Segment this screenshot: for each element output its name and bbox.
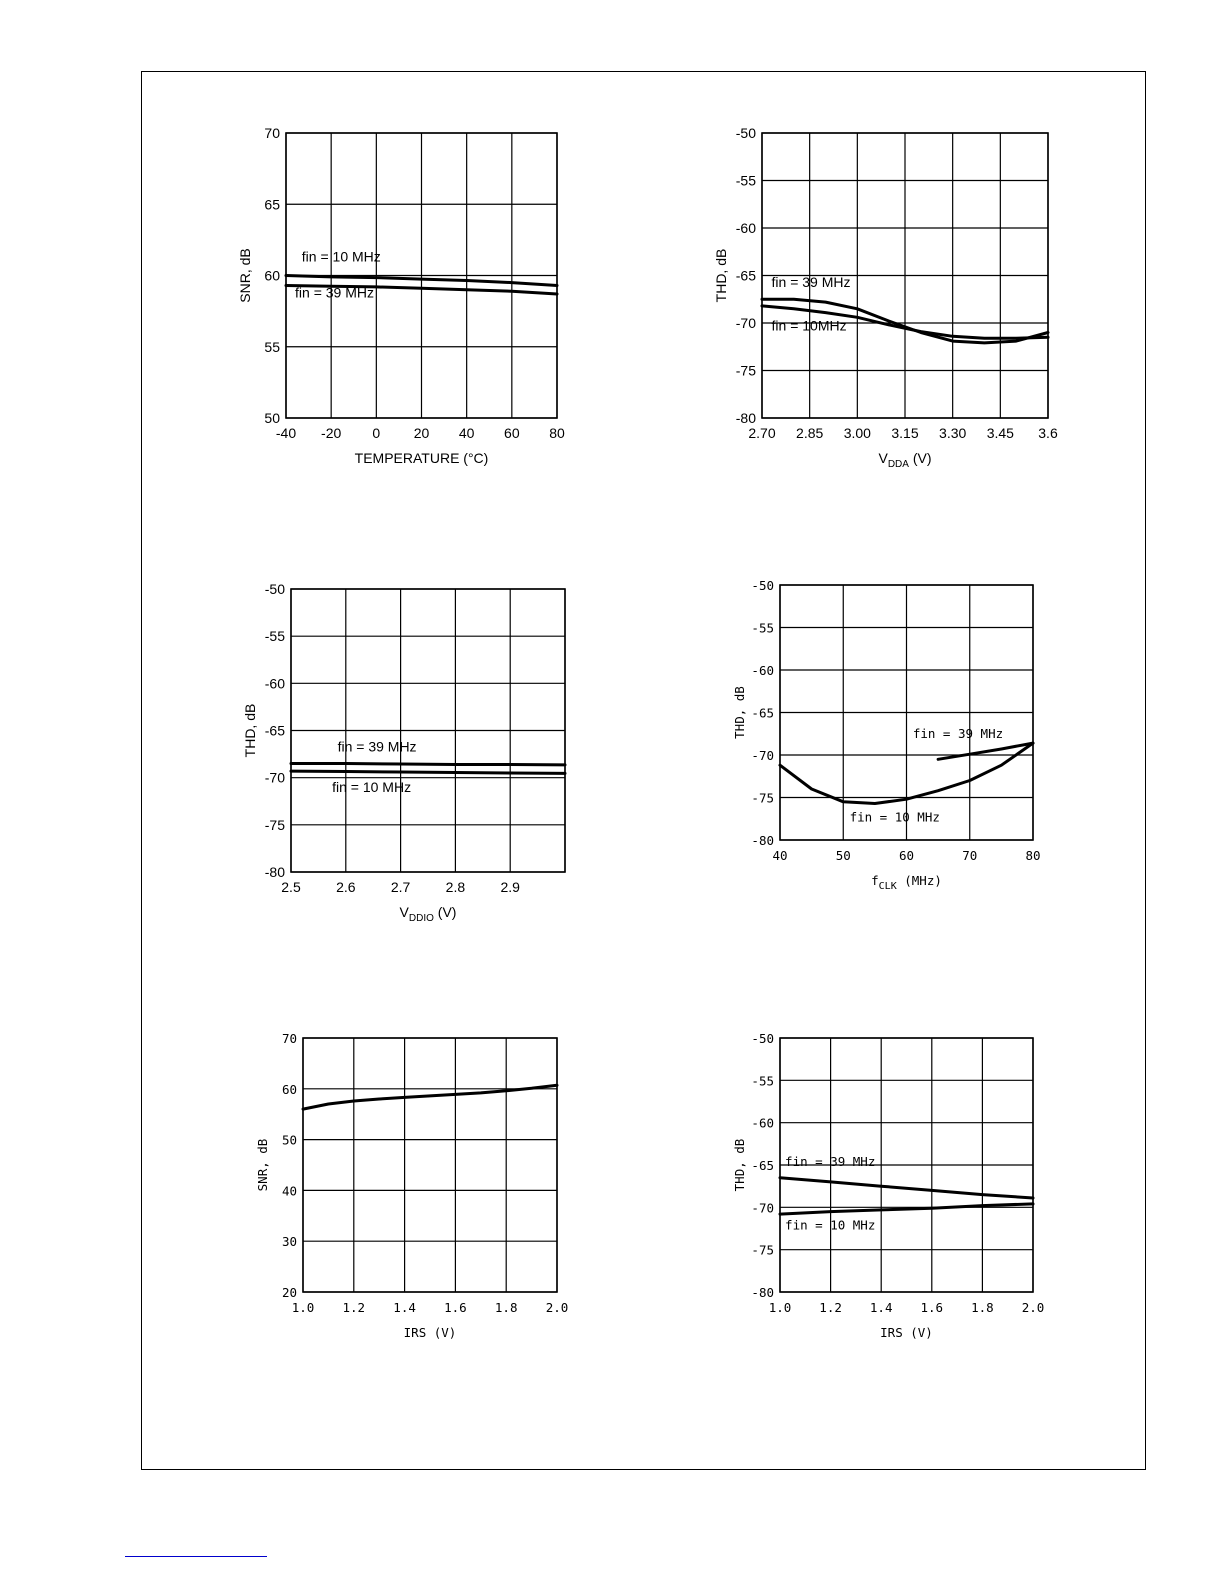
x-tick-label: 2.9: [500, 879, 520, 895]
series-line: [780, 1204, 1033, 1214]
x-tick-label: 3.6: [1038, 425, 1058, 441]
x-tick-label: 1.0: [291, 1300, 315, 1315]
x-axis-label: $V_{DDA}$ (V): [878, 450, 932, 470]
y-axis-label: THD, dB: [732, 1138, 747, 1192]
chart-2: [713, 125, 1058, 470]
series-annotation: fin = 39 MHz: [337, 738, 417, 755]
x-tick-label: 3.45: [986, 425, 1014, 441]
series-annotation: fin = 10 MHz: [301, 248, 381, 265]
y-tick-label: -50: [751, 578, 774, 593]
x-tick-label: 80: [549, 425, 565, 441]
x-tick-label: 50: [835, 848, 851, 863]
y-tick-label: -55: [751, 1073, 774, 1089]
x-tick-label: 2.5: [281, 879, 301, 895]
y-tick-label: -60: [264, 675, 285, 692]
chart-3: [242, 581, 565, 924]
y-tick-label: -75: [264, 816, 285, 833]
x-tick-label: 20: [413, 425, 430, 441]
series-annotation: fin = 39 MHz: [771, 273, 851, 290]
chart-6: [732, 1031, 1044, 1340]
y-tick-label: -65: [751, 1158, 774, 1173]
x-tick-label: 2.0: [1021, 1300, 1045, 1315]
series-line: [291, 764, 565, 765]
y-tick-label: -65: [264, 722, 285, 739]
y-tick-label: 70: [264, 125, 280, 141]
x-tick-label: 1.8: [494, 1300, 518, 1315]
y-axis-label: THD, dB: [732, 686, 747, 739]
x-axis-label: TEMPERATURE (°C): [354, 450, 489, 466]
x-tick-label: 1.2: [342, 1300, 366, 1315]
x-tick-label: 2.7: [390, 879, 411, 895]
y-tick-label: 50: [264, 410, 280, 426]
y-tick-label: -55: [735, 172, 756, 189]
x-tick-label: 60: [504, 425, 520, 441]
x-axis-label: $V_{DDIO}$ (V): [399, 904, 457, 924]
y-tick-label: -65: [751, 705, 774, 721]
y-tick-label: -50: [751, 1031, 774, 1046]
series-line: [938, 743, 1033, 759]
chart-1: [237, 125, 565, 466]
y-tick-label: 70: [281, 1031, 297, 1046]
x-tick-label: 1.4: [869, 1300, 893, 1315]
x-tick-label: 1.6: [920, 1300, 944, 1315]
y-tick-label: -80: [751, 1285, 774, 1300]
x-tick-label: 1.2: [819, 1300, 842, 1315]
y-tick-label: 50: [281, 1132, 297, 1148]
y-tick-label: 65: [264, 196, 280, 213]
y-tick-label: -75: [735, 362, 756, 379]
y-tick-label: -75: [751, 1242, 774, 1258]
chart-4: [732, 578, 1041, 892]
y-tick-label: -80: [735, 410, 756, 426]
x-tick-label: 1.8: [971, 1300, 994, 1315]
y-tick-label: 20: [281, 1285, 297, 1300]
x-tick-label: 2.0: [545, 1300, 569, 1315]
x-tick-label: -40: [275, 425, 297, 441]
y-tick-label: -70: [735, 315, 756, 331]
x-tick-label: 3.15: [891, 425, 919, 441]
x-tick-label: 2.8: [445, 879, 466, 895]
y-tick-label: -80: [264, 864, 285, 880]
series-annotation: fin = 39 MHz: [912, 726, 1004, 741]
x-axis-label: IRS (V): [880, 1325, 933, 1340]
series-line: [291, 771, 565, 773]
y-tick-label: -60: [735, 220, 756, 236]
chart-5: [255, 1031, 568, 1340]
x-tick-label: 3.30: [939, 425, 967, 441]
y-tick-label: -70: [264, 769, 285, 786]
x-tick-label: -20: [321, 425, 342, 441]
y-tick-label: 55: [264, 338, 280, 355]
series-annotation: fin = 10 MHz: [785, 1217, 876, 1233]
y-tick-label: 60: [264, 267, 280, 284]
y-tick-label: -70: [751, 748, 774, 763]
y-tick-label: -55: [264, 628, 285, 645]
plot-area-border: [303, 1038, 557, 1292]
y-axis-label: THD, dB: [713, 248, 729, 303]
y-tick-label: -50: [735, 125, 756, 141]
y-axis-label: SNR, dB: [255, 1138, 270, 1192]
y-tick-label: -60: [751, 663, 774, 678]
x-tick-label: 40: [458, 425, 475, 441]
series-annotation: fin = 39 MHz: [295, 284, 375, 301]
series-annotation: fin = 10MHz: [771, 317, 847, 334]
x-tick-label: 40: [772, 848, 788, 863]
y-tick-label: -60: [751, 1115, 774, 1131]
y-tick-label: -70: [751, 1200, 774, 1216]
y-tick-label: 30: [281, 1234, 297, 1250]
y-tick-label: 60: [281, 1081, 297, 1097]
x-tick-label: 1.0: [768, 1300, 792, 1315]
x-tick-label: 80: [1025, 848, 1041, 863]
series-annotation: fin = 10 MHz: [849, 809, 940, 825]
x-tick-label: 3.00: [843, 425, 871, 441]
x-axis-label: $f_{CLK}$ (MHz): [871, 873, 942, 892]
y-tick-label: -75: [751, 790, 774, 806]
series-line: [780, 1178, 1033, 1198]
y-axis-label: THD, dB: [242, 703, 258, 758]
y-axis-label: SNR, dB: [237, 248, 253, 303]
x-tick-label: 2.6: [336, 879, 356, 895]
x-tick-label: 1.4: [393, 1300, 416, 1315]
x-tick-label: 1.6: [444, 1300, 467, 1315]
footer-link-underline[interactable]: [125, 1556, 267, 1557]
y-tick-label: -55: [751, 620, 774, 636]
y-tick-label: -50: [264, 581, 285, 597]
x-tick-label: 2.70: [748, 425, 776, 441]
series-annotation: fin = 10 MHz: [332, 778, 412, 795]
x-tick-label: 60: [898, 848, 915, 863]
x-axis-label: IRS (V): [403, 1325, 457, 1340]
x-tick-label: 0: [372, 425, 381, 441]
x-tick-label: 70: [962, 848, 978, 863]
y-tick-label: 40: [281, 1183, 297, 1199]
series-annotation: fin = 39 MHz: [785, 1153, 876, 1169]
x-tick-label: 2.85: [796, 425, 824, 441]
y-tick-label: -80: [751, 833, 774, 848]
y-tick-label: -65: [735, 267, 756, 284]
